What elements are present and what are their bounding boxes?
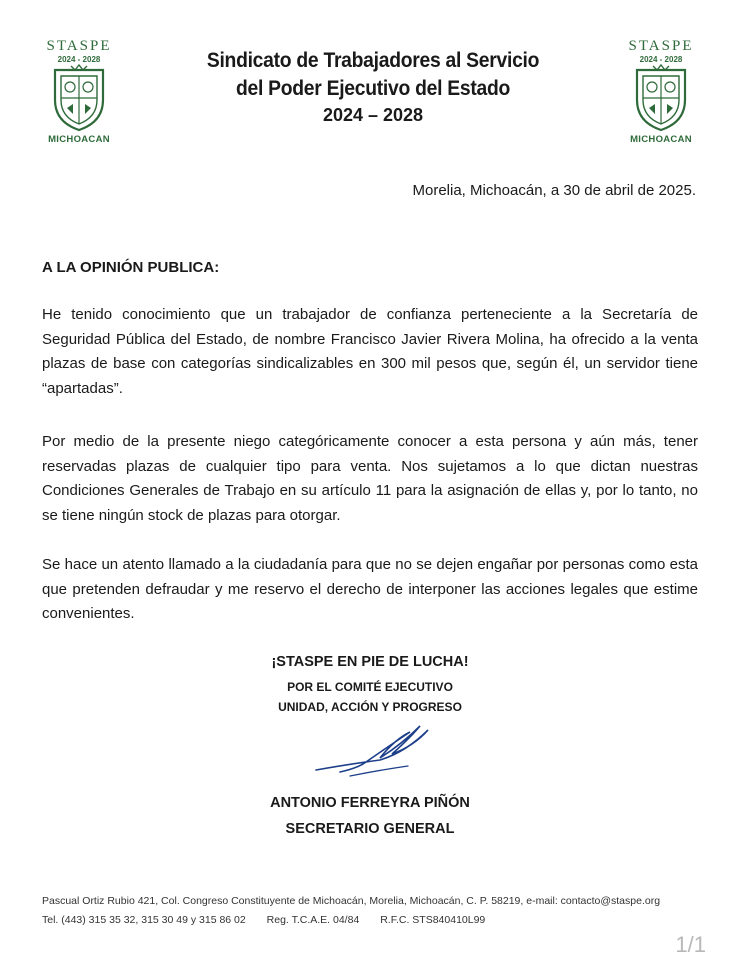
coat-of-arms-icon [51,64,107,132]
signer-title: SECRETARIO GENERAL [285,821,455,837]
footer-phones: Tel. (443) 315 35 32, 315 30 49 y 315 86 02 [42,914,246,926]
letter-date: Morelia, Michoacán, a 30 de abril de 2025. [412,182,696,199]
footer-contact [42,914,503,926]
handwritten-signature [310,716,440,786]
signer-name: ANTONIO FERREYRA PIÑÓN [270,795,470,811]
footer-rfc: R.F.C. STS840410L99 [380,914,486,926]
letterhead [150,47,596,127]
closing-committee: POR EL COMITÉ EJECUTIVO [287,680,453,694]
logo-state: MICHOACAN [630,134,692,145]
coat-of-arms-icon [633,64,689,132]
header-line-2: del Poder Ejecutivo del Estado [235,77,511,100]
logo-years: 2024 - 2028 [639,55,683,64]
header-years: 2024 – 2028 [322,105,424,125]
logo-years: 2024 - 2028 [57,55,101,64]
logo-wordmark: STASPE [46,38,112,54]
body-paragraph: Por medio de la presente niego categóricamente conocer a esta persona y aún más, tener reservadas plazas de cualquier tipo para venta. Nos sujetamos a lo que dictan nuestras Condiciones Generales de Trabajo en su artículo 11 para la asignación de ellas y, por lo tanto, no se tiene ningún stock de plazas para otorgar. [42,433,698,524]
footer-registry: Reg. T.C.A.E. 04/84 [266,914,360,926]
salutation: A LA OPINIÓN PUBLICA: [42,259,220,276]
staspe-logo-right [616,40,706,150]
closing-motto: UNIDAD, ACCIÓN Y PROGRESO [278,700,462,714]
staspe-logo-left [34,40,124,150]
closing-slogan: ¡STASPE EN PIE DE LUCHA! [271,654,469,670]
logo-state: MICHOACAN [48,134,110,145]
logo-wordmark: STASPE [628,38,694,54]
page-indicator: 1/1 [675,932,706,957]
body-paragraph: He tenido conocimiento que un trabajador de confianza perteneciente a la Secretaría de Seguridad Pública del Estado, de nombre Francisco Javier Rivera Molina, ha ofrecido a la venta plazas de base con categorías sindicalizables en 300 mil pesos que, según él, un servidor tiene “apartadas”. [42,306,698,397]
body-paragraph: Se hace un atento llamado a la ciudadanía para que no se dejen engañar por personas como esta que pretenden defraudar y me reservo el derecho de interponer las acciones legales que estime convenientes. [42,556,698,622]
footer-address: Pascual Ortiz Rubio 421, Col. Congreso Constituyente de Michoacán, Morelia, Michoacán, C. P. 58219, e-mail: contacto@staspe.org [42,895,661,907]
header-line-1: Sindicato de Trabajadores al Servicio [206,49,540,72]
